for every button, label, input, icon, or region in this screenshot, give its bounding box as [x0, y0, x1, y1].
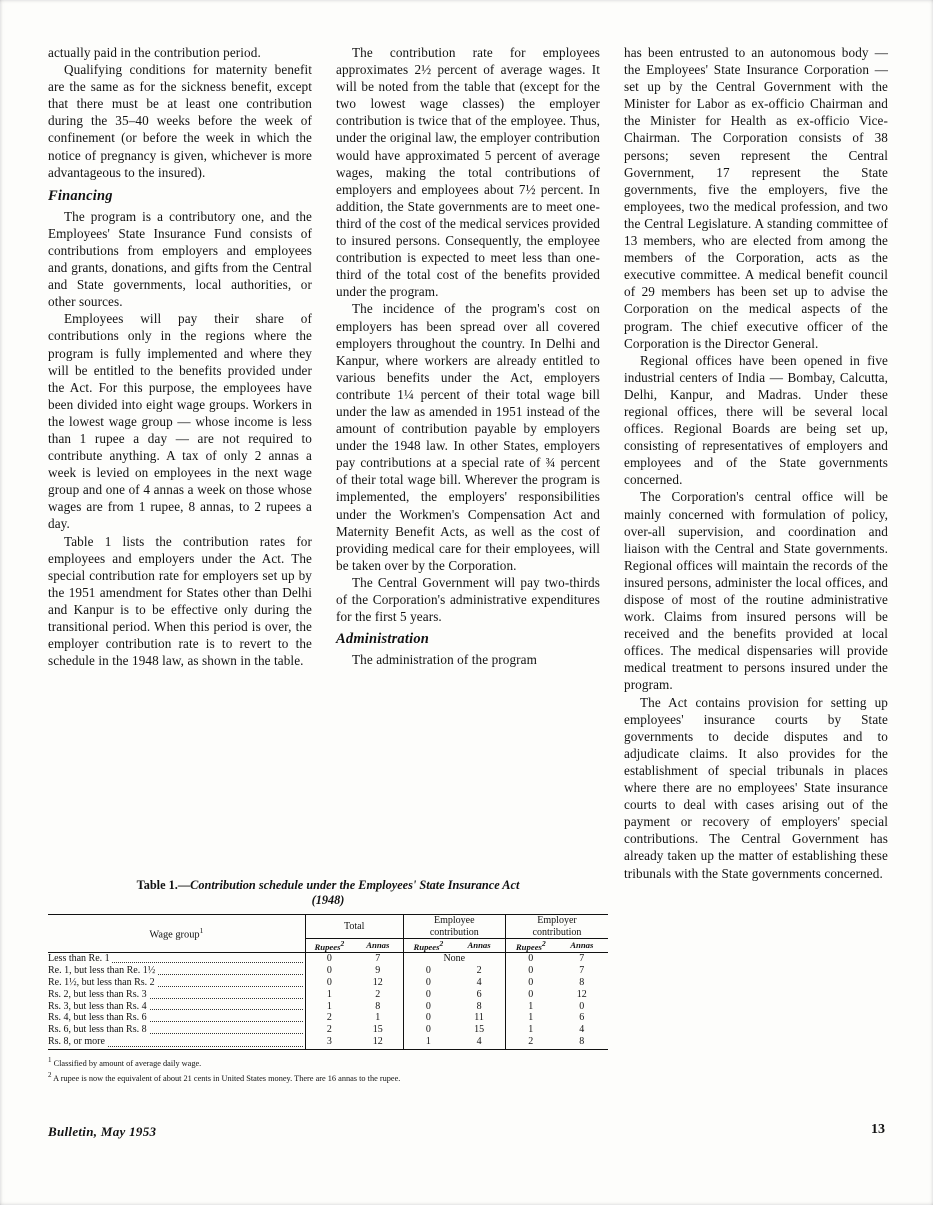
cell-wage-group: Rs. 2, but less than Rs. 3	[48, 989, 305, 1001]
cell-employee-annas: 8	[476, 1000, 482, 1012]
subheader-employer-annas: Annas	[556, 939, 608, 953]
cell-employee-rupees: 0	[403, 1012, 453, 1024]
cell-employer-rupees: 0	[506, 977, 556, 989]
cell-employee-annas: 4	[476, 1036, 482, 1048]
cell-total-annas: 1	[375, 1012, 381, 1024]
paragraph: The contribution rate for employees approximates 2½ percent of average wages. It will be noted from the table that (except for the two lowest wage classes) the employer contribution is twice that of the employee. Thus, under the original law, the employer contribution would have approximated 5 percent of average wages, making the total contributions of employers and employees about 7½ percent. In addition, the State governments are to meet one-third of the cost of the medical services provided to insured persons. Consequently, the employee contribution is expected to meet less than one-third of the total cost of the benefits provided under the program.	[336, 45, 600, 300]
table-1-block	[48, 878, 608, 1084]
subheader-employer-rupees: Rupees$^2$	[506, 939, 556, 953]
table-row	[48, 965, 608, 977]
paragraph: The Central Government will pay two-thirds of the Corporation's administrative expenditures for the first 5 years.	[336, 574, 600, 625]
cell-total-rupees: 0	[305, 952, 353, 964]
article-body	[48, 44, 888, 882]
table-caption-lead: Table 1.—	[136, 878, 191, 892]
cell-employee-rupees: 0	[403, 1024, 453, 1036]
cell-wage-group: Less than Re. 1	[48, 952, 305, 964]
footnote-marker: 1	[199, 926, 204, 936]
cell-wage-group: Re. 1½, but less than Rs. 2	[48, 977, 305, 989]
page-number: 13	[871, 1122, 885, 1137]
cell-total-annas: 12	[372, 1036, 383, 1048]
cell-total-rupees: 0	[305, 977, 353, 989]
footer-bulletin-issue: Bulletin, May 1953	[48, 1124, 157, 1139]
cell-employer-rupees: 0	[506, 952, 556, 964]
header-employee-contribution: Employee contribution	[403, 915, 505, 939]
cell-total-rupees: 3	[305, 1036, 353, 1049]
cell-employee-annas: 15	[474, 1024, 485, 1036]
cell-wage-group: Rs. 8, or more	[48, 1036, 305, 1049]
paragraph: actually paid in the contribution period.	[48, 45, 261, 60]
cell-wage-group: Rs. 6, but less than Rs. 8	[48, 1024, 305, 1036]
table-footnotes	[48, 1055, 608, 1084]
table-caption-title: Contribution schedule under the Employees' State Insurance Act	[190, 878, 520, 892]
cell-employee-rupees: 0	[403, 977, 453, 989]
cell-employer-annas: 0	[579, 1000, 585, 1012]
cell-employee-rupees: 0	[403, 1001, 453, 1013]
header-employer-contribution: Employer contribution	[506, 915, 609, 939]
table-bottom-rule	[48, 1050, 608, 1052]
footnote-1: $^1$ Classified by amount of average daily wage.	[48, 1056, 202, 1068]
cell-employer-annas: 7	[579, 952, 585, 964]
cell-total-annas: 7	[375, 952, 381, 964]
paragraph: The incidence of the program's cost on employers has been spread over all covered employers throughout the country. In Delhi and Kanpur, where workers are already entitled to various benefits under the Act, employers contribute 1¼ percent of their total wage bill under the law as amended in 1951 instead of the amount of contribution payable by employers under the 1948 law. In other States, employers pay contributions at a special rate of ¾ percent of their total wage bill. Wherever the program is implemented, the employers' responsibilities under the Workmen's Compensation Act and Maternity Benefit Acts, as well as the cost of providing medical care for their employees, will be taken over by the Corporation.	[336, 301, 600, 573]
footnote-2: $^2$ A rupee is now the equivalent of about 21 cents in United States money. There are 16 annas to the rupee.	[48, 1070, 401, 1083]
paragraph: Employees will pay their share of contributions only in the regions where the program is fully implemented and where they will be entitled to the benefits provided under the Act. For this purpose, the employees have been divided into eight wage groups. Workers in the lowest wage group — whose income is less than 1 rupee a day — are not required to contribute anything. A tax of only 2 annas a week is levied on employees in the next wage group and one of 4 annas a week on those whose wages are from 1 rupee, 8 annas, to 2 rupees a day.	[48, 311, 312, 532]
paragraph: The Corporation's central office will be mainly concerned with formulation of policy, over-all supervision, and coordination and liaison with the Central and State governments. Regional offices will maintain the records of the insured persons, administer the local offices, and dispose of most of the routine administrative work. Claims from insured persons will be received and the benefits provided at local offices. The medical dispensaries will provide medical treatment to persons insured under the program.	[624, 489, 888, 693]
paragraph: The Act contains provision for setting up employees' insurance courts by State governments to decide disputes and to adjudicate claims. It also provides for the establishment of special tribunals in places where there are no employees' State insurance courts to deal with cases arising out of the payment or recovery of employers' special contributions. The Central Government has already taken up the matter of establishing these tribunals with the State governments concerned.	[624, 694, 888, 881]
table-row	[48, 989, 608, 1001]
table-caption-year: (1948)	[311, 893, 345, 907]
cell-employer-rupees: 1	[506, 1001, 556, 1013]
section-heading-administration: Administration	[336, 631, 430, 648]
cell-employer-annas: 8	[579, 976, 585, 988]
cell-employer-annas: 6	[579, 1012, 585, 1024]
cell-employee-none: None	[403, 952, 505, 964]
cell-total-annas: 12	[372, 976, 383, 988]
table-row	[48, 1012, 608, 1024]
table-caption	[48, 878, 608, 908]
cell-employer-rupees: 1	[506, 1012, 556, 1024]
cell-employer-rupees: 0	[506, 989, 556, 1001]
paragraph: Qualifying conditions for maternity benefit are the same as for the sickness benefit, except that there must be at least one contribution during the 35–40 weeks before the week of confinement (or before the week in which the notice of pregnancy is given, whichever is more advantageous to the insured).	[48, 62, 312, 180]
paragraph: Regional offices have been opened in five industrial centers of India — Bombay, Calcutta, Delhi, Kanpur, and Madras. Under these regional offices, there will be several local offices. Regional Boards are being set up, consisting of representatives of employers and employees and of the State governments concerned.	[624, 352, 888, 488]
header-wage-group: Wage group$^1$	[48, 915, 305, 953]
table-row	[48, 1001, 608, 1013]
subheader-employee-rupees: Rupees$^2$	[403, 939, 453, 953]
cell-total-rupees: 0	[305, 965, 353, 977]
contribution-schedule-table	[48, 914, 608, 1051]
cell-total-rupees: 2	[305, 1012, 353, 1024]
three-column-layout	[48, 44, 888, 882]
paragraph: The administration of the program	[352, 652, 537, 668]
cell-total-annas: 2	[375, 988, 381, 1000]
table-header-row	[48, 915, 608, 939]
cell-employer-annas: 7	[579, 964, 585, 976]
column-3	[624, 44, 888, 882]
cell-total-rupees: 2	[305, 1024, 353, 1036]
cell-total-annas: 9	[375, 964, 381, 976]
cell-total-rupees: 1	[305, 989, 353, 1001]
cell-employee-annas: 4	[476, 976, 482, 988]
cell-total-annas: 8	[375, 1000, 381, 1012]
cell-total-rupees: 1	[305, 1001, 353, 1013]
cell-wage-group: Rs. 4, but less than Rs. 6	[48, 1012, 305, 1024]
cell-employer-annas: 12	[576, 988, 587, 1000]
table-row	[48, 1036, 608, 1049]
cell-employee-rupees: 0	[403, 989, 453, 1001]
column-2	[336, 44, 600, 668]
table-body	[48, 952, 608, 1049]
table-row	[48, 1024, 608, 1036]
cell-employer-rupees: 0	[506, 965, 556, 977]
cell-employee-rupees: 0	[403, 965, 453, 977]
subheader-total-annas: Annas	[353, 939, 403, 953]
section-heading-financing: Financing	[48, 187, 113, 204]
cell-total-annas: 15	[372, 1024, 383, 1036]
cell-wage-group: Re. 1, but less than Re. 1½	[48, 965, 305, 977]
cell-employee-annas: 11	[474, 1012, 484, 1024]
column-1	[48, 44, 312, 669]
subheader-employee-annas: Annas	[453, 939, 505, 953]
header-total: Total	[305, 915, 403, 939]
paragraph: Table 1 lists the contribution rates for employees and employers under the Act. The special contribution rate for employers set up by the 1951 amendment for States other than Delhi and Kanpur is to be effective only during the transitional period. When this period is over, the employer contribution rate is to revert to the schedule in the 1948 law, as shown in the table.	[48, 533, 312, 669]
paragraph: has been entrusted to an autonomous body — the Employees' State Insurance Corporation — set up by the Central Government with the Minister for Labor as ex-officio Chairman and the Minister for Health as ex-officio Vice-Chairman. The Corporation consists of 38 persons; seven represent the Central Government, 17 represent the State governments, five the employers, five the employees, two the medical profession, and two the Central Legislature. A standing committee of 13 members, who are elected from among the members of the Corporation, acts as the executive committee. A medical benefit council of 29 members has been set up to advise the Corporation on the medical aspects of the program. The chief executive officer of the Corporation is the Director General.	[624, 45, 888, 351]
cell-employer-rupees: 1	[506, 1024, 556, 1036]
table-row	[48, 977, 608, 989]
subheader-total-rupees: Rupees$^2$	[305, 939, 353, 953]
table-row	[48, 952, 608, 964]
cell-employee-annas: 2	[476, 964, 482, 976]
cell-employee-rupees: 1	[403, 1036, 453, 1049]
cell-employer-annas: 8	[579, 1036, 585, 1048]
cell-employer-annas: 4	[579, 1024, 585, 1036]
cell-employee-annas: 6	[476, 988, 482, 1000]
cell-wage-group: Rs. 3, but less than Rs. 4	[48, 1001, 305, 1013]
paragraph: The program is a contributory one, and the Employees' State Insurance Fund consists of contributions from employers and employees and grants, donations, and gifts from the Central and State governments, local authorities, or other sources.	[48, 208, 312, 310]
cell-employer-rupees: 2	[506, 1036, 556, 1049]
